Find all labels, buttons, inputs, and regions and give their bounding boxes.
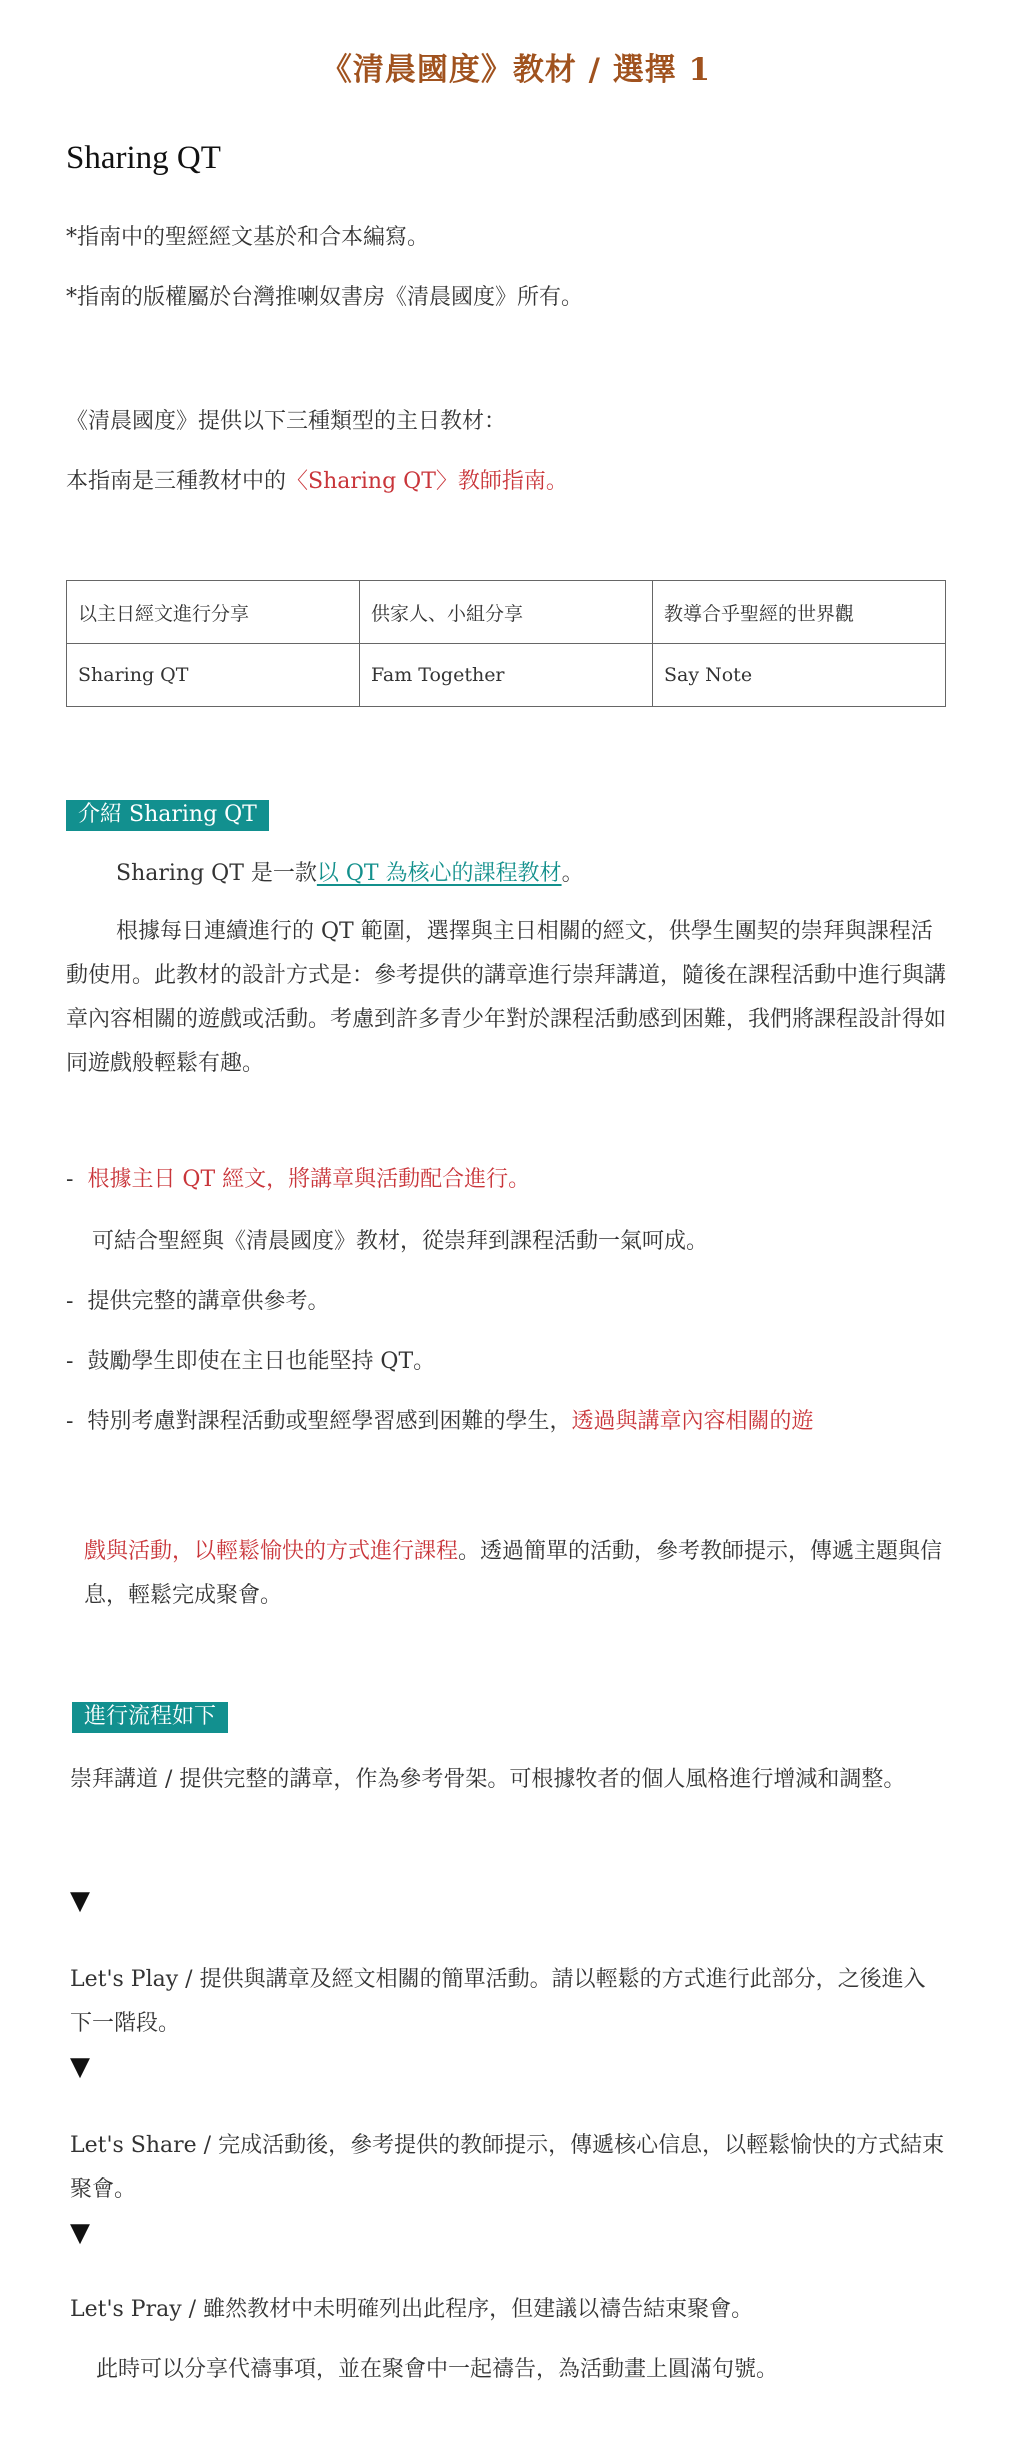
intro-badge: 介紹 Sharing QT	[66, 800, 269, 831]
document-title: 《清晨國度》教材 / 選擇 1	[320, 52, 712, 88]
feature-item-4-highlight-b: 戲與活動，以輕鬆愉快的方式進行課程	[84, 1539, 459, 1564]
flow-badge: 進行流程如下	[72, 1702, 228, 1733]
feature-item-2-text: 提供完整的講章供參考。	[87, 1289, 330, 1314]
down-arrow-icon: ▼	[70, 2218, 90, 2248]
flow-step-sermon: 崇拜講道 / 提供完整的講章，作為參考骨架。可根據牧者的個人風格進行增減和調整。	[70, 1767, 906, 1792]
feature-item-2	[66, 1286, 329, 1318]
intro-paragraph-suffix: 。	[561, 861, 584, 886]
down-arrow-icon: ▼	[70, 1886, 90, 1916]
table-cell: Say Note	[653, 644, 946, 707]
feature-item-4-suffix: 。透過簡單的活動，參考教師提示，傳遞主題與信息，輕鬆完成聚會。	[84, 1539, 943, 1608]
flow-badge-wrap	[72, 1702, 228, 1732]
feature-item-4-text: 特別考慮對課程活動或聖經學習感到困難的學生，	[87, 1409, 572, 1434]
intro-paragraph	[116, 858, 584, 890]
feature-item-1	[66, 1164, 530, 1196]
flow-step-pray-detail: 此時可以分享代禱事項，並在聚會中一起禱告，為活動畫上圓滿句號。	[96, 2357, 779, 2382]
intro-line-guide	[66, 466, 568, 498]
intro-badge-wrap	[66, 800, 269, 830]
down-arrow-icon: ▼	[70, 2052, 90, 2082]
feature-item-3-text: 鼓勵學生即使在主日也能堅持 QT。	[87, 1349, 436, 1374]
table-row	[67, 644, 946, 707]
table-cell: 教導合乎聖經的世界觀	[653, 581, 946, 644]
feature-item-1-detail: 可結合聖經與《清晨國度》教材，從崇拜到課程活動一氣呵成。	[92, 1229, 709, 1254]
feature-item-3	[66, 1346, 435, 1378]
feature-item-4-highlight-a: 透過與講章內容相關的遊	[571, 1409, 814, 1434]
section-heading: Sharing QT	[66, 140, 221, 176]
intro-line-suffix: 。	[545, 469, 568, 494]
note-copyright: *指南的版權屬於台灣推喇奴書房《清晨國度》所有。	[66, 285, 584, 310]
table-cell: 供家人、小組分享	[360, 581, 653, 644]
description-paragraph: 根據每日連續進行的 QT 範圍，選擇與主日相關的經文，供學生團契的崇拜與課程活動使用。此教材的設計方式是：參考提供的講章進行崇拜講道，隨後在課程活動中進行與講章內容相關的遊戲或活動。考慮到許多青少年對於課程活動感到困難，我們將課程設計得如同遊戲般輕鬆有趣。	[66, 919, 947, 1076]
list-dash: -	[66, 1349, 74, 1374]
feature-item-4	[66, 1406, 813, 1438]
flow-step-share: Let's Share / 完成活動後，參考提供的教師提示，傳遞核心信息，以輕鬆愉快的方式結束聚會。	[70, 2133, 945, 2202]
list-dash: -	[66, 1409, 74, 1434]
flow-step-pray: Let's Pray / 雖然教材中未明確列出此程序，但建議以禱告結束聚會。	[70, 2297, 754, 2322]
table-cell: Sharing QT	[67, 644, 360, 707]
list-dash: -	[66, 1167, 74, 1192]
table-header-row	[67, 581, 946, 644]
list-dash: -	[66, 1289, 74, 1314]
core-curriculum-link[interactable]: 以 QT 為核心的課程教材	[316, 861, 562, 886]
flow-step-play: Let's Play / 提供與講章及經文相關的簡單活動。請以輕鬆的方式進行此部分，之後進入下一階段。	[70, 1967, 926, 2036]
intro-line-types: 《清晨國度》提供以下三種類型的主日教材：	[66, 409, 507, 434]
intro-line-prefix: 本指南是三種教材中的	[66, 469, 287, 494]
feature-item-4-continued	[84, 1530, 946, 1618]
intro-paragraph-prefix: Sharing QT 是一款	[116, 861, 317, 886]
note-bible-version: *指南中的聖經經文基於和合本編寫。	[66, 225, 430, 250]
table-cell: Fam Together	[360, 644, 653, 707]
intro-line-highlight: 〈Sharing QT〉教師指南	[286, 469, 546, 494]
curriculum-types-table	[66, 580, 946, 707]
feature-item-1-text: 根據主日 QT 經文，將講章與活動配合進行。	[87, 1167, 531, 1192]
table-cell: 以主日經文進行分享	[67, 581, 360, 644]
